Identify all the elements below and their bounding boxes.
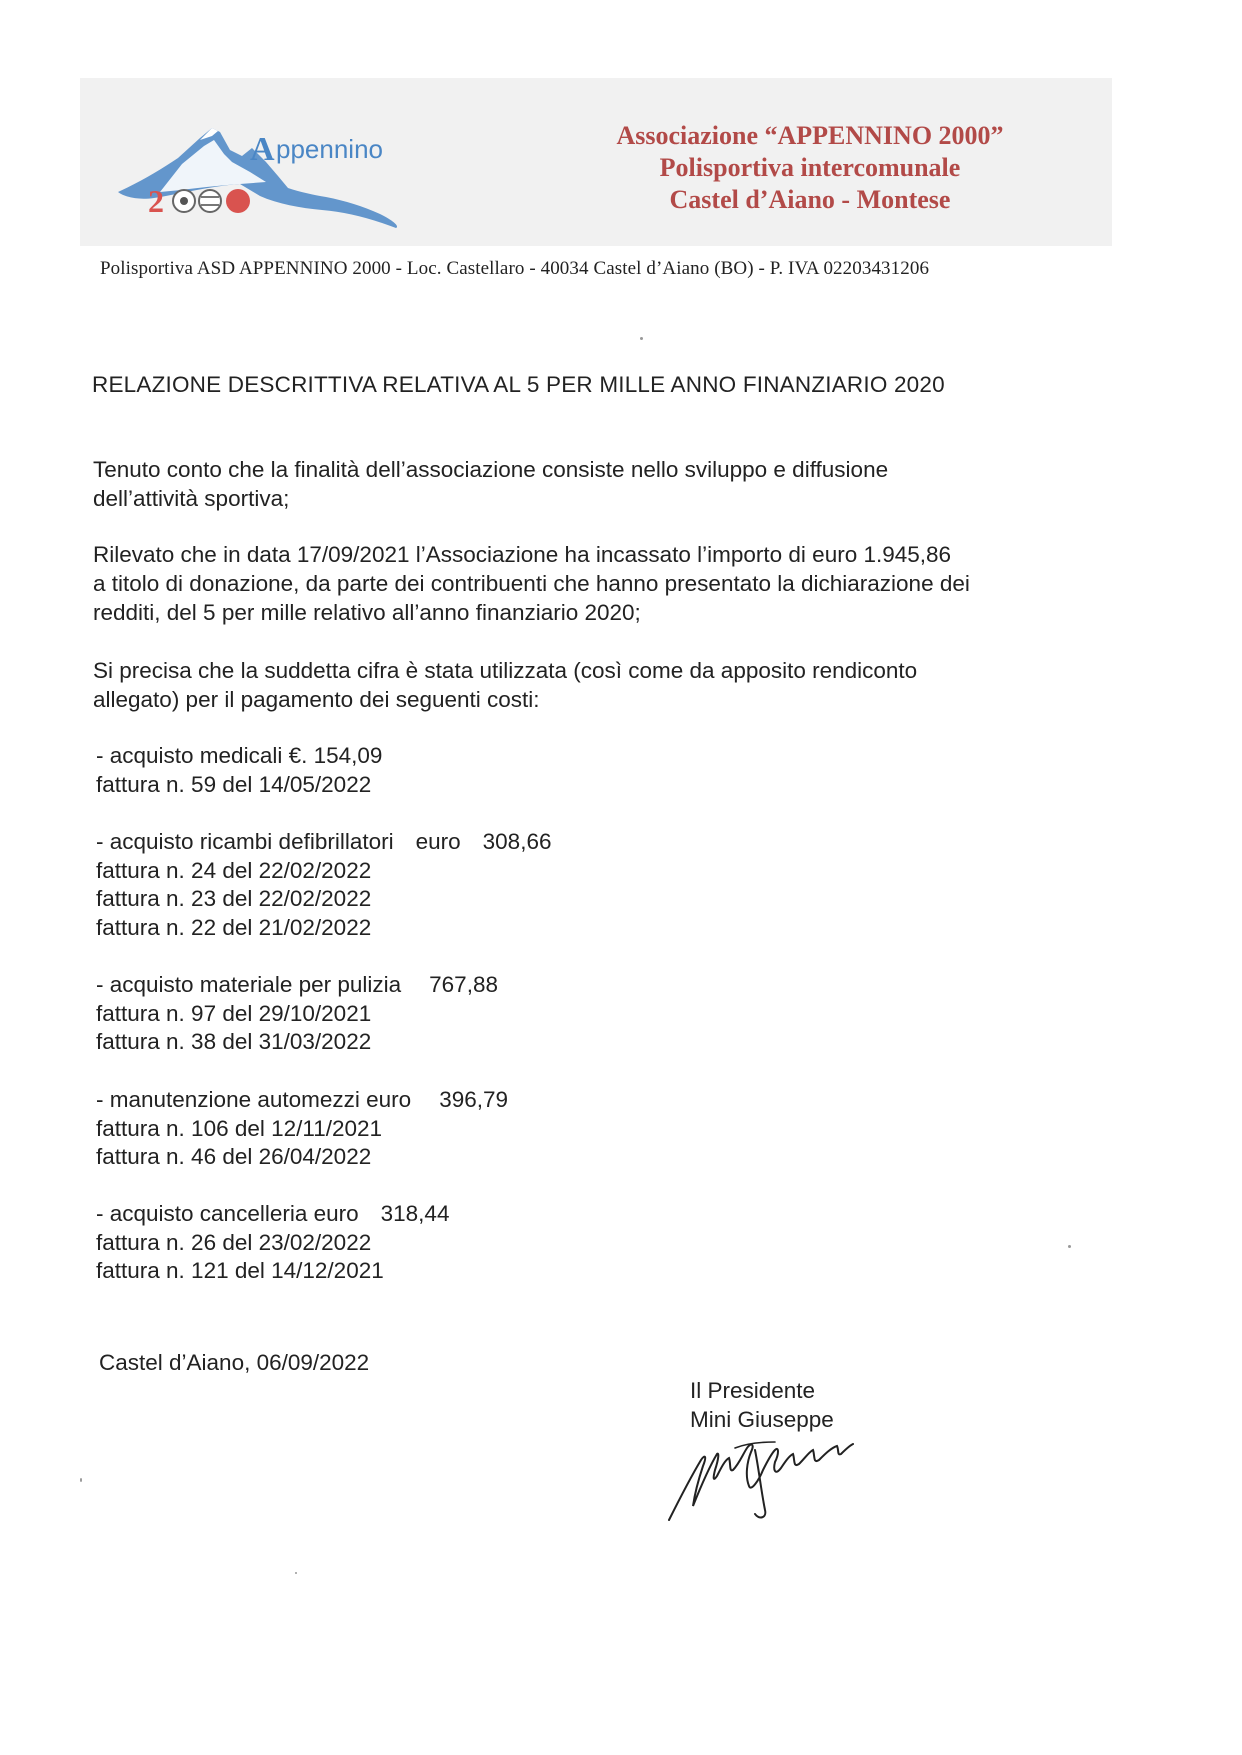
svg-text:A: A	[250, 131, 275, 168]
place-and-date: Castel d’Aiano, 06/09/2022	[99, 1350, 370, 1375]
svg-text:2: 2	[148, 183, 164, 219]
letterhead-address: Polisportiva ASD APPENNINO 2000 - Loc. Castellaro - 40034 Castel d’Aiano (BO) - P. IVA 02203431206	[100, 258, 930, 279]
org-name-line-1: Associazione “APPENNINO 2000”	[616, 121, 1004, 150]
signer-role: Il Presidente	[690, 1378, 816, 1403]
invoice-line: fattura n. 38 del 31/03/2022	[96, 1029, 372, 1054]
scan-speck	[640, 337, 643, 340]
cost-item	[96, 971, 796, 1057]
association-logo	[100, 100, 440, 240]
cost-item-heading	[96, 828, 796, 857]
invoice-line: fattura n. 59 del 14/05/2022	[96, 771, 372, 797]
cost-item-amount: 318,44	[380, 1201, 450, 1226]
invoice-line: fattura n. 23 del 22/02/2022	[96, 886, 372, 911]
paragraph-line: a titolo di donazione, da parte dei contribuenti che hanno presentato la dichiarazione dei	[93, 571, 970, 596]
org-name-line-2: Polisportiva intercomunale	[659, 153, 961, 182]
scan-speck	[295, 1572, 297, 1574]
org-name-line-3: Castel d’Aiano - Montese	[669, 185, 951, 214]
logo-wordmark: ppennino	[276, 134, 383, 164]
cost-item-heading	[96, 971, 796, 1000]
invoice-line: fattura n. 22 del 21/02/2022	[96, 914, 372, 940]
paragraph-purpose	[93, 455, 1093, 513]
scan-speck	[1068, 1245, 1071, 1248]
paragraph-donation	[93, 540, 1093, 627]
paragraph-usage	[93, 656, 1093, 714]
paragraph-line: Tenuto conto che la finalità dell’associazione consiste nello sviluppo e diffusione	[93, 457, 889, 482]
invoice-line: fattura n. 26 del 23/02/2022	[96, 1229, 372, 1255]
cost-item-label: - acquisto materiale per pulizia	[96, 972, 402, 997]
cost-item-amount: 396,79	[439, 1087, 509, 1112]
cost-item	[96, 742, 796, 799]
organization-name-block	[580, 120, 1040, 216]
cost-item	[96, 1200, 796, 1286]
cost-item	[96, 828, 796, 942]
cost-item-amount: 767,88	[429, 972, 498, 997]
handwritten-signature	[655, 1420, 905, 1530]
cost-item-label: - acquisto ricambi defibrillatori	[96, 829, 394, 854]
cost-item-heading	[96, 1200, 796, 1229]
cost-item-currency: euro	[415, 829, 461, 854]
invoice-line: fattura n. 121 del 14/12/2021	[96, 1258, 384, 1283]
cost-item	[96, 1086, 796, 1172]
cost-item-amount: 308,66	[482, 829, 552, 854]
cost-item-label: - acquisto cancelleria euro	[96, 1201, 359, 1226]
cost-item-label: - acquisto medicali €. 154,09	[96, 743, 383, 768]
invoice-line: fattura n. 24 del 22/02/2022	[96, 857, 372, 883]
paragraph-line: Si precisa che la suddetta cifra è stata utilizzata (così come da apposito rendiconto	[93, 658, 918, 683]
paragraph-line: allegato) per il pagamento dei seguenti costi:	[93, 687, 540, 712]
invoice-line: fattura n. 97 del 29/10/2021	[96, 1000, 372, 1026]
signer-name: Mini Giuseppe	[690, 1407, 834, 1432]
cost-item-heading	[96, 742, 796, 771]
cost-item-label: - manutenzione automezzi euro	[96, 1087, 412, 1112]
scan-speck	[80, 1478, 82, 1482]
document-title: RELAZIONE DESCRITTIVA RELATIVA AL 5 PER MILLE ANNO FINANZIARIO 2020	[92, 372, 945, 397]
paragraph-line: dell’attività sportiva;	[93, 486, 290, 511]
paragraph-line: redditi, del 5 per mille relativo all’anno finanziario 2020;	[93, 600, 641, 625]
cost-item-heading	[96, 1086, 796, 1115]
invoice-line: fattura n. 106 del 12/11/2021	[96, 1115, 383, 1141]
paragraph-line: Rilevato che in data 17/09/2021 l’Associazione ha incassato l’importo di euro 1.945,86	[93, 542, 952, 567]
letterhead	[80, 78, 1112, 246]
invoice-line: fattura n. 46 del 26/04/2022	[96, 1144, 372, 1169]
